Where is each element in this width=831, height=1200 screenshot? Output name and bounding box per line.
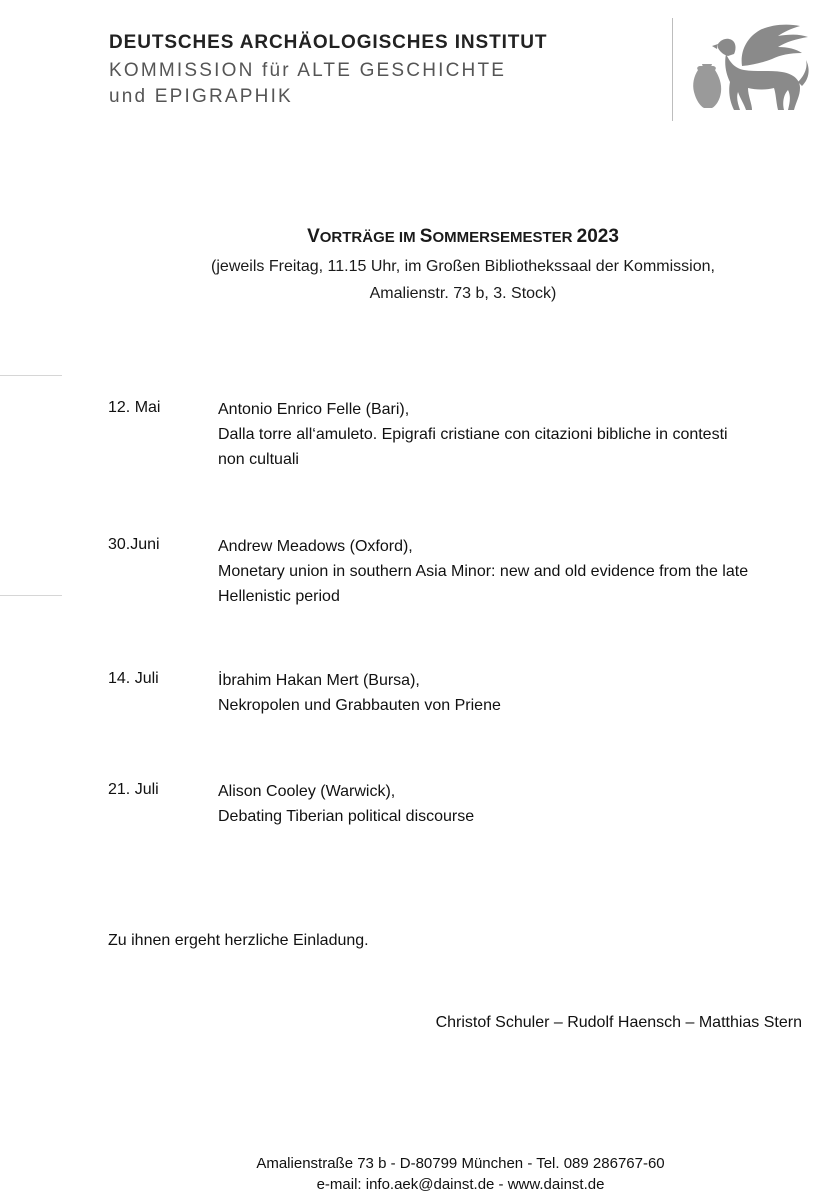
subtitle-line-2: Amalienstr. 73 b, 3. Stock) bbox=[369, 285, 557, 302]
subtitle-line-1: (jeweils Freitag, 11.15 Uhr, im Großen Bibliothekssaal der Kommission, bbox=[211, 258, 715, 275]
invitation-text: Zu ihnen ergeht herzliche Einladung. bbox=[108, 932, 369, 949]
lecture-date: 30.Juni bbox=[108, 536, 160, 553]
footer-address: Amalienstraße 73 b - D-80799 München - Tel. 089 286767-60 bbox=[256, 1155, 665, 1172]
lecture-topic-cont: Hellenistic period bbox=[218, 588, 340, 605]
commission-name: KOMMISSION für ALTE GESCHICHTE bbox=[109, 60, 507, 81]
lecture-entry bbox=[218, 779, 808, 829]
griffin-icon bbox=[690, 22, 812, 112]
header-divider bbox=[672, 18, 673, 121]
fold-mark bbox=[0, 375, 62, 376]
signature: Christof Schuler – Rudolf Haensch – Matthias Stern bbox=[435, 1014, 802, 1031]
lecture-speaker: Andrew Meadows (Oxford), bbox=[218, 538, 413, 555]
lecture-topic: Monetary union in southern Asia Minor: new and old evidence from the late bbox=[218, 563, 749, 580]
commission-name-cont: und EPIGRAPHIK bbox=[109, 86, 293, 107]
footer-contact: e-mail: info.aek@dainst.de - www.dainst.de bbox=[316, 1176, 605, 1193]
institute-name: DEUTSCHES ARCHÄOLOGISCHES INSTITUT bbox=[109, 32, 548, 53]
lecture-speaker: Alison Cooley (Warwick), bbox=[218, 783, 396, 800]
lecture-topic-cont: non cultuali bbox=[218, 451, 299, 468]
lecture-entry bbox=[218, 668, 808, 718]
lecture-topic: Dalla torre all‘amuleto. Epigrafi cristiane con citazioni bibliche in contesti bbox=[218, 426, 728, 443]
lecture-date: 14. Juli bbox=[108, 670, 159, 687]
lecture-date: 21. Juli bbox=[108, 781, 159, 798]
fold-mark bbox=[0, 595, 62, 596]
lecture-entry bbox=[218, 397, 808, 472]
lecture-topic: Debating Tiberian political discourse bbox=[218, 808, 475, 825]
lecture-date: 12. Mai bbox=[108, 399, 161, 416]
lecture-topic: Nekropolen und Grabbauten von Priene bbox=[218, 697, 501, 714]
lecture-speaker: İbrahim Hakan Mert (Bursa), bbox=[218, 672, 420, 689]
lecture-entry bbox=[218, 534, 808, 609]
page-title: VORTRÄGE IM SOMMERSEMESTER 2023 bbox=[307, 226, 619, 247]
lecture-speaker: Antonio Enrico Felle (Bari), bbox=[218, 401, 410, 418]
